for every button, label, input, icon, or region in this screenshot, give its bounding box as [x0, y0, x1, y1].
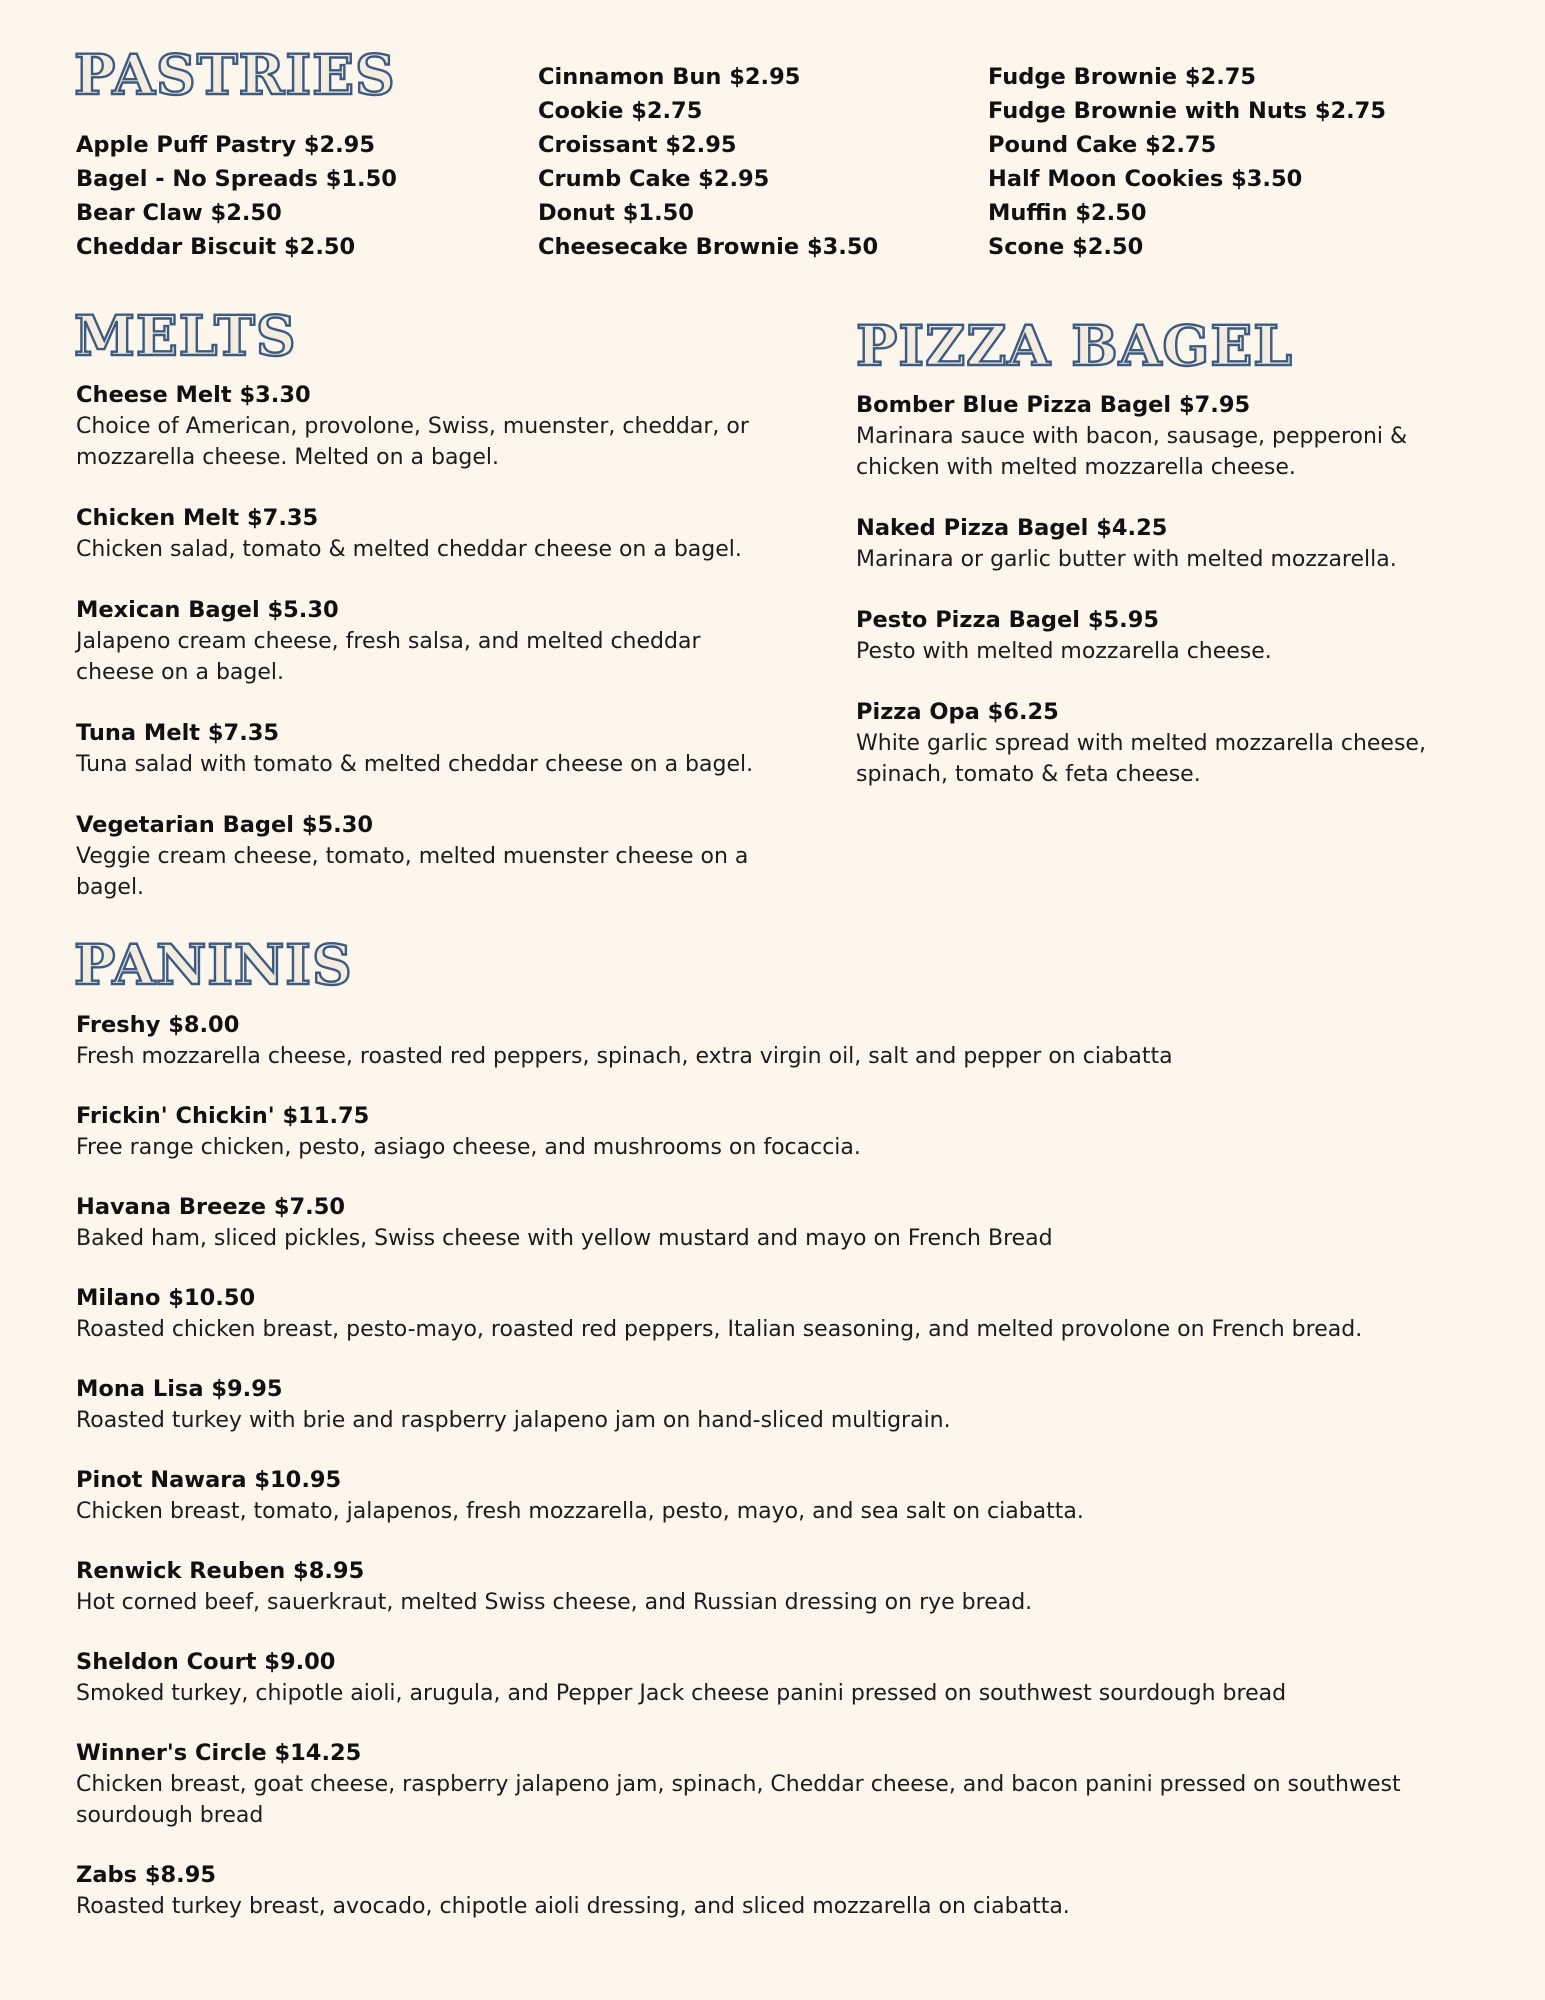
item-title: Cheese Melt $3.30: [76, 382, 311, 408]
menu-item: [856, 390, 1456, 483]
item-title: Freshy $8.00: [76, 1012, 240, 1038]
menu-item: [76, 1192, 1476, 1254]
menu-item: [76, 810, 776, 903]
item-description: Fresh mozzarella cheese, roasted red peppers, spinach, extra virgin oil, salt and pepper on ciabatta: [76, 1044, 1173, 1069]
pastry-item: Muffin $2.50: [988, 200, 1147, 226]
menu-item: [76, 1556, 1476, 1618]
pizza-bagel-list: [856, 390, 1456, 820]
item-description: Roasted turkey breast, avocado, chipotle aioli dressing, and sliced mozzarella on ciabatta.: [76, 1894, 1070, 1919]
item-description: Tuna salad with tomato & melted cheddar cheese on a bagel.: [76, 752, 754, 777]
item-description: Marinara or garlic butter with melted mozzarella.: [856, 547, 1397, 572]
item-title: Pizza Opa $6.25: [856, 699, 1059, 725]
item-title: Chicken Melt $7.35: [76, 505, 319, 531]
pastry-item: Half Moon Cookies $3.50: [988, 166, 1303, 192]
item-description: Chicken salad, tomato & melted cheddar cheese on a bagel.: [76, 537, 742, 562]
item-title: Vegetarian Bagel $5.30: [76, 812, 374, 838]
menu-item: [76, 1010, 1476, 1072]
item-title: Milano $10.50: [76, 1285, 256, 1311]
pastry-item: Pound Cake $2.75: [988, 132, 1217, 158]
item-title: Sheldon Court $9.00: [76, 1649, 336, 1675]
item-title: Frickin' Chickin' $11.75: [76, 1103, 370, 1129]
pastry-item: Cheesecake Brownie $3.50: [538, 234, 879, 260]
pastry-item: Cinnamon Bun $2.95: [538, 64, 801, 90]
item-description: Marinara sauce with bacon, sausage, pepperoni & chicken with melted mozzarella cheese.: [856, 424, 1408, 480]
menu-item: [856, 697, 1456, 790]
item-title: Zabs $8.95: [76, 1862, 216, 1888]
item-title: Mona Lisa $9.95: [76, 1376, 283, 1402]
item-description: Jalapeno cream cheese, fresh salsa, and melted cheddar cheese on a bagel.: [76, 629, 701, 685]
menu-item: [856, 513, 1456, 575]
pastry-item: Bagel - No Spreads $1.50: [76, 166, 397, 192]
item-title: Tuna Melt $7.35: [76, 720, 280, 746]
pizza-bagel-heading: PIZZA BAGEL: [856, 313, 1293, 378]
menu-item: [76, 1101, 1476, 1163]
pastry-item: Donut $1.50: [538, 200, 694, 226]
pastries-column-3: [988, 60, 1386, 264]
item-title: Bomber Blue Pizza Bagel $7.95: [856, 392, 1251, 418]
paninis-list: [76, 1010, 1476, 1951]
pastries-column-2: [538, 60, 878, 264]
menu-item: [76, 1465, 1476, 1527]
menu-item: [76, 1374, 1476, 1436]
item-description: Smoked turkey, chipotle aioli, arugula, and Pepper Jack cheese panini pressed on southwest sourdough bread: [76, 1681, 1287, 1706]
pastry-item: Fudge Brownie $2.75: [988, 64, 1257, 90]
menu-item: [76, 503, 776, 565]
item-title: Renwick Reuben $8.95: [76, 1558, 365, 1584]
pastry-item: Cookie $2.75: [538, 98, 703, 124]
pastry-item: Cheddar Biscuit $2.50: [76, 234, 356, 260]
item-title: Pesto Pizza Bagel $5.95: [856, 607, 1160, 633]
item-title: Mexican Bagel $5.30: [76, 597, 339, 623]
item-description: Veggie cream cheese, tomato, melted muenster cheese on a bagel.: [76, 844, 749, 900]
pastries-heading: PASTRIES: [74, 42, 396, 107]
item-description: Pesto with melted mozzarella cheese.: [856, 639, 1272, 664]
pastry-item: Croissant $2.95: [538, 132, 737, 158]
paninis-heading: PANINIS: [74, 932, 353, 997]
menu-item: [76, 1283, 1476, 1345]
item-description: Roasted turkey with brie and raspberry jalapeno jam on hand-sliced multigrain.: [76, 1408, 951, 1433]
menu-item: [76, 1860, 1476, 1922]
menu-item: [76, 595, 776, 688]
item-description: Baked ham, sliced pickles, Swiss cheese with yellow mustard and mayo on French Bread: [76, 1226, 1053, 1251]
melts-heading: MELTS: [74, 303, 297, 368]
item-description: Roasted chicken breast, pesto-mayo, roasted red peppers, Italian seasoning, and melted provolone on French bread.: [76, 1317, 1363, 1342]
pastry-item: Crumb Cake $2.95: [538, 166, 770, 192]
item-description: Chicken breast, goat cheese, raspberry jalapeno jam, spinach, Cheddar cheese, and bacon panini pressed on southwest sourdough bread: [76, 1772, 1401, 1828]
item-description: Chicken breast, tomato, jalapenos, fresh mozzarella, pesto, mayo, and sea salt on ciabatta.: [76, 1499, 1084, 1524]
menu-item: [76, 1738, 1476, 1831]
menu-item: [856, 605, 1456, 667]
pastry-item: Bear Claw $2.50: [76, 200, 282, 226]
item-description: White garlic spread with melted mozzarella cheese, spinach, tomato & feta cheese.: [856, 731, 1426, 787]
item-title: Winner's Circle $14.25: [76, 1740, 362, 1766]
item-description: Choice of American, provolone, Swiss, muenster, cheddar, or mozzarella cheese. Melted on a bagel.: [76, 414, 749, 470]
menu-item: [76, 718, 776, 780]
pastry-item: Scone $2.50: [988, 234, 1144, 260]
item-description: Hot corned beef, sauerkraut, melted Swiss cheese, and Russian dressing on rye bread.: [76, 1590, 1033, 1615]
item-title: Naked Pizza Bagel $4.25: [856, 515, 1168, 541]
item-title: Havana Breeze $7.50: [76, 1194, 346, 1220]
pastry-item: Fudge Brownie with Nuts $2.75: [988, 98, 1386, 124]
item-description: Free range chicken, pesto, asiago cheese, and mushrooms on focaccia.: [76, 1135, 861, 1160]
melts-list: [76, 380, 776, 933]
pastries-column-1: [76, 128, 397, 264]
pastry-item: Apple Puff Pastry $2.95: [76, 132, 375, 158]
menu-item: [76, 1647, 1476, 1709]
menu-item: [76, 380, 776, 473]
item-title: Pinot Nawara $10.95: [76, 1467, 342, 1493]
